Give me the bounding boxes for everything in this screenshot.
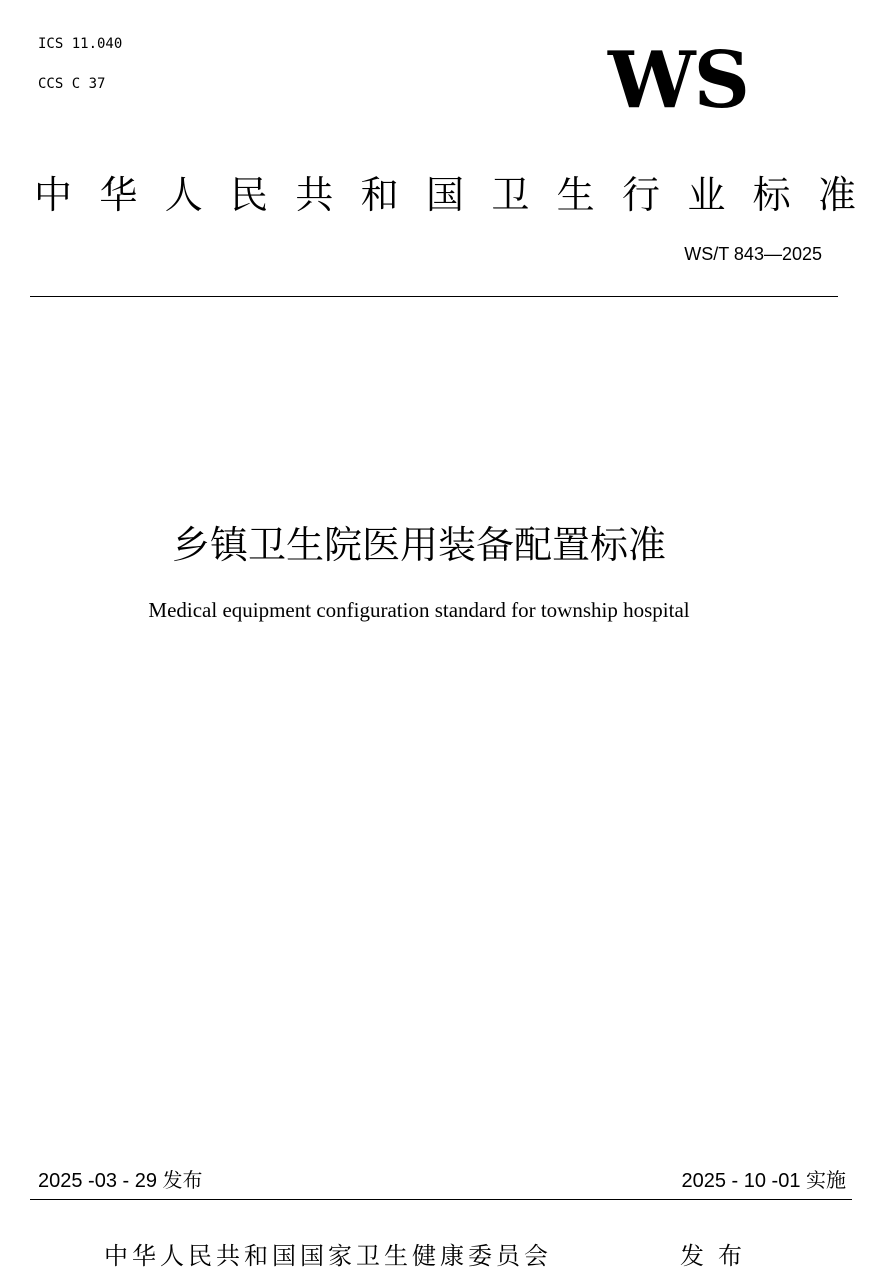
standard-class-title: 中华人民共和国卫生行业标准 [34,173,856,217]
implementation-date: 2025 - 10 -01 实施 [681,1170,846,1192]
issue-label: 发布 [680,1242,756,1270]
top-divider [30,296,838,297]
standard-number: WS/T 843—2025 [684,244,822,264]
document-title-chinese: 乡镇卫生院医用装备配置标准 [171,523,666,567]
document-title-english: Medical equipment configuration standard for township hospital [148,598,690,622]
issue-date: 2025 -03 - 29 发布 [38,1170,203,1192]
ics-code: ICS 11.040 [38,36,123,52]
bottom-divider [30,1199,852,1200]
ccs-code: CCS C 37 [38,76,106,92]
ws-logo: WS [608,35,748,126]
issuing-authority: 中华人民共和国国家卫生健康委员会 [104,1242,552,1270]
